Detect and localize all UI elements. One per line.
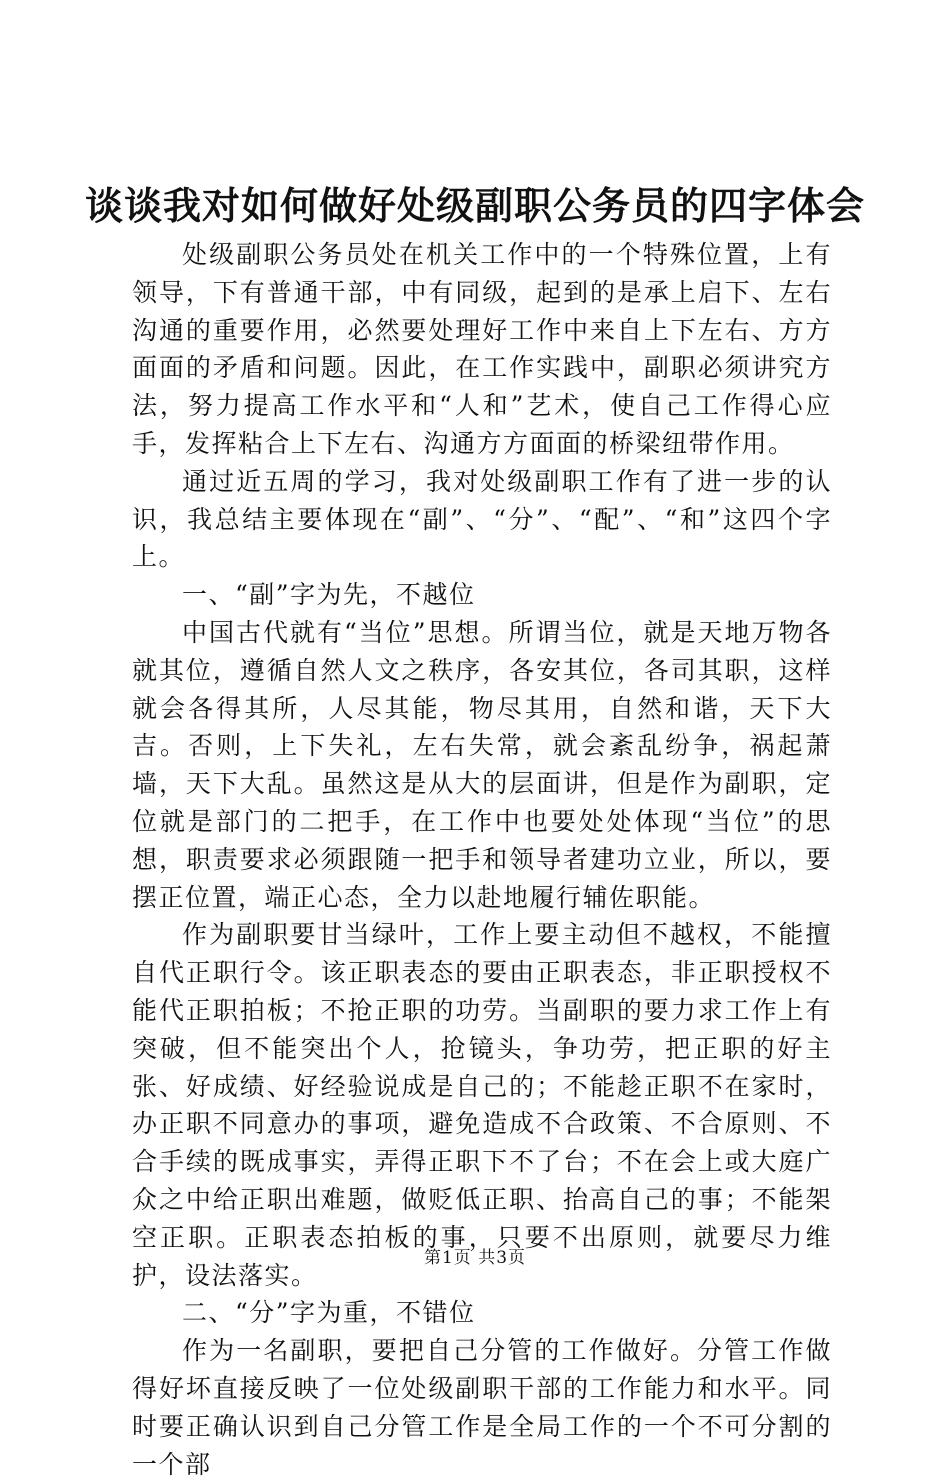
section-heading: 一、“副”字为先，不越位: [182, 580, 476, 610]
document-body: [132, 236, 832, 1483]
document-title: 谈谈我对如何做好处级副职公务员的四字体会: [84, 183, 865, 228]
page-number-footer: 第1页 共3页: [423, 1248, 527, 1268]
body-paragraph: 作为一名副职，要把自己分管的工作做好。分管工作做得好坏直接反映了一位处级副职干部的工作能力和水平。同时要正确认识到自己分管工作是全局工作的一个不可分割的一个部: [132, 1336, 832, 1479]
body-paragraph: 中国古代就有“当位”思想。所谓当位，就是天地万物各就其位，遵循自然人文之秩序，各安其位，各司其职，这样就会各得其所，人尽其能，物尽其用，自然和谐，天下大吉。否则，上下失礼，左右失常，就会紊乱纷争，祸起萧墙，天下大乱。虽然这是从大的层面讲，但是作为副职，定位就是部门的二把手，在工作中也要处处体现“当位”的思想，职责要求必须跟随一把手和领导者建功立业，所以，要摆正位置，端正心态，全力以赴地履行辅佐职能。: [132, 617, 832, 912]
body-paragraph: 通过近五周的学习，我对处级副职工作有了进一步的认识，我总结主要体现在“副”、“分”、“配”、“和”这四个字上。: [132, 466, 832, 572]
section-heading: 二、“分”字为重，不错位: [182, 1298, 476, 1328]
body-paragraph: 处级副职公务员处在机关工作中的一个特殊位置，上有领导，下有普通干部，中有同级，起到的是承上启下、左右沟通的重要作用，必然要处理好工作中来自上下左右、方方面面的矛盾和问题。因此，在工作实践中，副职必须讲究方法，努力提高工作水平和“人和”艺术，使自己工作得心应手，发挥粘合上下左右、沟通方方面面的桥梁纽带作用。: [132, 240, 832, 458]
body-paragraph: 作为副职要甘当绿叶，工作上要主动但不越权，不能擅自代正职行令。该正职表态的要由正职表态，非正职授权不能代正职拍板；不抢正职的功劳。当副职的要力求工作上有突破，但不能突出个人，抢镜头，争功劳，把正职的好主张、好成绩、好经验说成是自己的；不能趁正职不在家时，办正职不同意办的事项，避免造成不合政策、不合原则、不合手续的既成事实，弄得正职下不了台；不在会上或大庭广众之中给正职出难题，做贬低正职、抬高自己的事；不能架空正职。正职表态拍板的事，只要不出原则，就要尽力维护，设法落实。: [132, 920, 832, 1290]
